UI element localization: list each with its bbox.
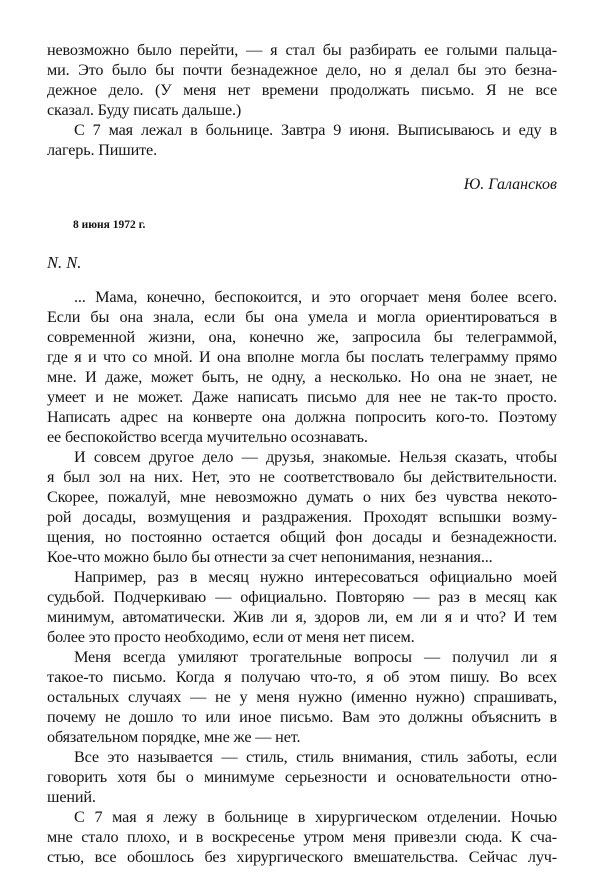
text-line: остальных случаях — не у меня нужно (именно нужно) спрашивать, [47,688,557,706]
text-line: Меня всегда умиляют трогательные вопросы — получил ли я [74,648,557,666]
text-line: рой досады, возмущения и раздражения. Проходят вспышки возму- [47,508,557,526]
text-line: невозможно было перейти, — я стал бы разбирать ее голыми пальца- [47,41,557,59]
text-line: минимум, автоматически. Жив ли я, здоров ли, ем ли я и что? И тем [47,608,557,626]
text-line: Например, раз в месяц нужно интересоваться официально моей [74,568,557,586]
text-line: более это просто необходимо, если от меня нет писем. [47,628,415,646]
text-line: щения, но постоянно остается общий фон досады и безнадежности. [47,528,557,546]
text-line: мне стало плохо, и в воскресенье утром меня привезли сюда. К сча- [47,828,557,846]
text-line: Написать адрес на конверте она должна попросить кого-то. Поэтому [47,408,557,426]
text-line: Все это называется — стиль, стиль внимания, стиль заботы, если [74,748,557,766]
text-line: судьбой. Подчеркиваю — официально. Повторяю — раз в месяц как [47,588,557,606]
text-line: И совсем другое дело — друзья, знакомые. Нельзя сказать, чтобы [74,448,557,466]
text-line: обязательном порядке, мне же — нет. [47,728,301,746]
text-line: мне. И даже, может быть, не одну, а несколько. Но она не знает, не [47,368,557,386]
text-line: ... Мама, конечно, беспокоится, и это огорчает меня более всего. [74,288,557,306]
text-line: Скорее, пожалуй, мне невозможно думать о них без чувства некото- [47,488,557,506]
text-line: говорить хотя бы о минимуме серьезности и основательности отно- [47,768,557,786]
text-line: сказал. Буду писать дальше.) [47,101,242,119]
text-line: ее беспокойство всегда мучительно осознавать. [47,428,368,446]
text-line: такое-то письмо. Когда я получаю что-то, я об этом пишу. Во всех [47,668,557,686]
text-line: почему не дошло то или иное письмо. Вам это должны объяснить в [47,708,557,726]
text-line: С 7 мая я лежу в больнице в хирургическом отделении. Ночью [74,808,557,826]
text-line: Кое-что можно было бы отнести за счет непонимания, незнания... [47,548,493,566]
signature: Ю. Галансков [463,176,557,193]
text-line: С 7 мая лежал в больнице. Завтра 9 июня. Выписываюсь и еду в [74,121,557,139]
text-line: я был зол на них. Нет, это не соответствовало бы действительности. [47,468,557,486]
text-line: дежное дело. (У меня нет времени продолжать письмо. Я не все [47,81,557,99]
text-line: шений. [47,788,96,806]
text-line: ми. Это было бы почти безнадежное дело, но я делал бы это безна- [47,61,557,79]
letter-heading: N. N. [47,253,82,272]
text-line: лагерь. Пишите. [47,141,157,159]
text-line: где я и что со мной. И она вполне могла бы послать телеграмму прямо [47,348,557,366]
text-line: современной жизни, она, конечно же, запросила бы телеграммой, [47,328,557,346]
text-line: умеет и не может. Даже написать письмо для нее не так-то просто. [47,388,557,406]
text-line: Если бы она знала, если бы она умела и могла ориентироваться в [47,308,557,326]
text-line: стью, все обошлось без хирургического вмешательства. Сейчас луч- [47,848,557,866]
letter-date: 8 июня 1972 г. [73,219,146,231]
